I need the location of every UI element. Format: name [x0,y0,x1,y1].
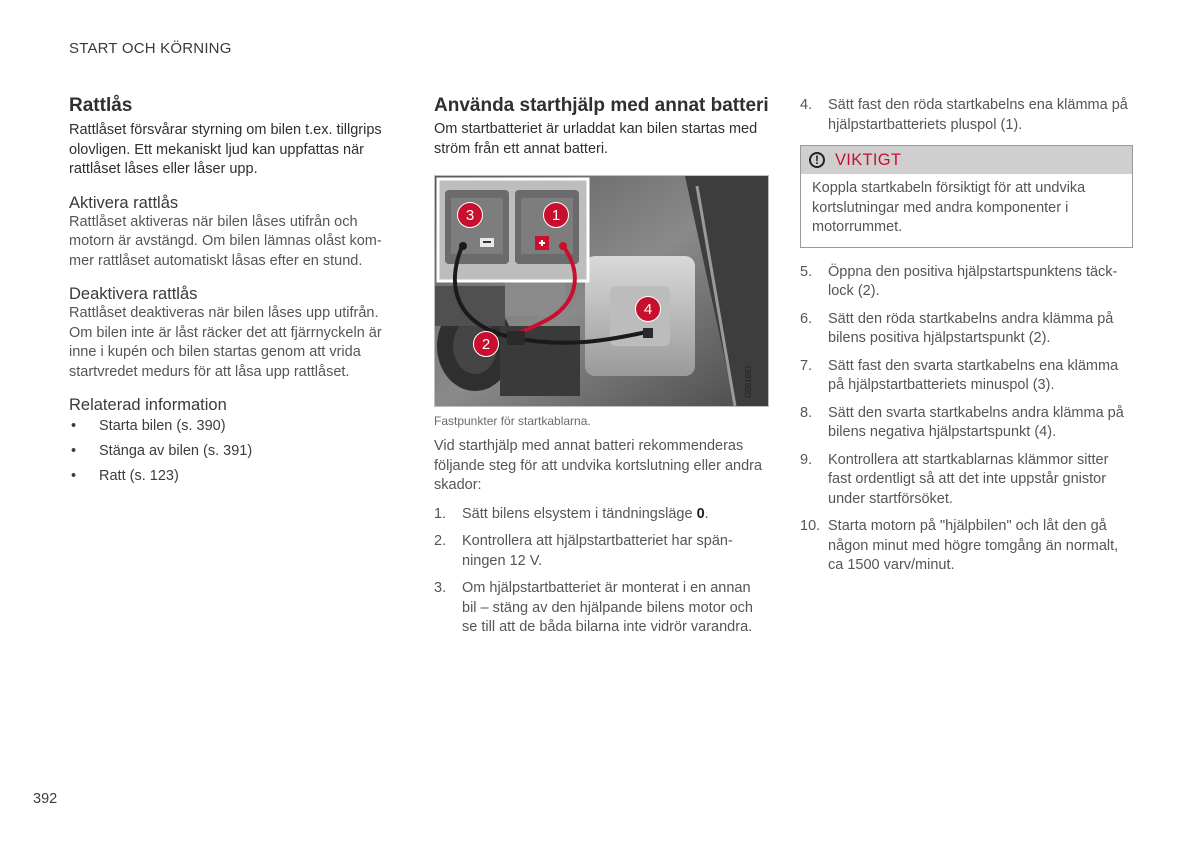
steps-list-2b [800,263,1133,576]
step-item [434,505,769,525]
step-text: Sätt bilens elsystem i tändningsläge 0. [462,505,709,522]
step-item [800,357,1133,396]
engine-bay-illustration [434,175,769,407]
deactivate-text: Rattlåset deaktiveras när bilen låses upp utifrån. Om bilen inte är låst räcker det att fjärrnyckeln är inne i kupén och bilen startas genom att vrida startvredet medurs för att låsa upp rattlåset. [69,305,382,380]
step-text: Kontrollera att hjälpstartbatteriet har spän-ningen 12 V. [462,533,733,569]
step-item [800,517,1133,576]
step-number: 7. [800,357,813,374]
step-text: Om hjälpstartbatteriet är monterat i en annan bil – stäng av den hjälpande bilens motor och se till att de båda bilarna inte vidrör varandra. [462,580,753,635]
step-item [434,579,769,638]
step-item [434,532,769,571]
marker-4: 4 [635,296,661,322]
step-item [800,451,1133,510]
warning-text: Koppla startkabeln försiktigt för att undvika kortslutningar med andra komponenter i motorrummet. [812,180,1086,235]
section-header: START OCH KÖRNING [69,40,232,57]
step-text: Kontrollera att startkablarnas klämmor sitter fast ordentligt så att det inte uppstår gnistor under startförsöket. [828,451,1109,507]
warning-header [801,146,1132,174]
column-jump-start-cont [800,96,1133,584]
related-item[interactable] [69,467,399,487]
step-number: 4. [800,97,813,113]
warning-title: VIKTIGT [835,150,902,169]
related-item[interactable] [69,417,399,437]
engine-bay-drawing [435,176,768,406]
step-number: 8. [800,404,813,421]
related-heading: Relaterad information [69,396,227,414]
steps-list-2a [800,96,1133,135]
steering-lock-title: Rattlås [69,95,133,116]
step-item [800,310,1133,349]
related-link[interactable]: Ratt (s. 123) [99,468,179,484]
step-text: Sätt den röda startkabelns andra klämma på bilens positiva hjälpstartspunkt (2). [828,310,1114,346]
step-text: Sätt fast den röda startkabelns ena klämma på hjälpstartbatteriets pluspol (1). [828,97,1128,133]
step-item [800,96,1133,135]
warning-icon: ! [809,152,825,168]
jump-start-lead: Vid starthjälp med annat batteri rekommenderas följande steg för att undvika kortslutning eller andra skador: [434,438,763,493]
step-number: 6. [800,310,813,327]
bullet: • [71,443,77,459]
steps-list-1 [434,505,769,638]
step-number: 10. [800,518,821,534]
bullet: • [71,418,77,434]
marker-1: 1 [543,202,569,228]
step-number: 5. [800,263,813,280]
column-jump-start [434,95,769,646]
step-text: Starta motorn på "hjälpbilen" och låt den gå någon minut med högre tomgång än normalt, ca 1500 varv/minut. [828,518,1119,573]
step-number: 9. [800,451,813,468]
marker-2: 2 [473,331,499,357]
activate-heading: Aktivera rattlås [69,193,179,212]
step-text: Öppna den positiva hjälpstartspunktens täck-lock (2). [828,263,1118,299]
step-number: 1. [434,505,447,522]
steering-lock-intro: Rattlåset försvårar styrning om bilen t.ex. tillgrips olovligen. Ett mekaniskt ljud kan uppfattas när rattlåset låses eller låser upp. [69,122,382,177]
related-link[interactable]: Stänga av bilen (s. 391) [99,443,253,459]
step-text: Sätt den svarta startkabelns andra klämma på bilens negativa hjälpstartspunkt (4). [828,404,1124,440]
related-item[interactable] [69,442,399,462]
step-number: 2. [434,533,447,549]
figure-code: G051667 [744,365,753,398]
bullet: • [71,468,77,484]
related-link[interactable]: Starta bilen (s. 390) [99,418,226,434]
marker-3: 3 [457,202,483,228]
step-item [800,404,1133,443]
step-number: 3. [434,580,447,596]
warning-box [800,145,1133,248]
step-text: Sätt fast den svarta startkabelns ena klämma på hjälpstartbatteriets minuspol (3). [828,357,1119,393]
step-item [800,263,1133,302]
jump-start-title: Använda starthjälp med annat batteri [434,95,769,116]
related-list [69,417,399,487]
deactivate-heading: Deaktivera rattlås [69,285,198,303]
page-number: 392 [33,791,58,807]
figure-caption: Fastpunkter för startkablarna. [434,414,591,428]
jump-start-intro: Om startbatteriet är urladdat kan bilen startas med ström från ett annat batteri. [434,121,758,157]
column-steering-lock [69,95,399,492]
activate-text: Rattlåset aktiveras när bilen låses utifrån och motorn är avstängd. Om bilen lämnas olåst kom-mer rattlåset automatiskt låsas efter en stund. [69,213,382,269]
